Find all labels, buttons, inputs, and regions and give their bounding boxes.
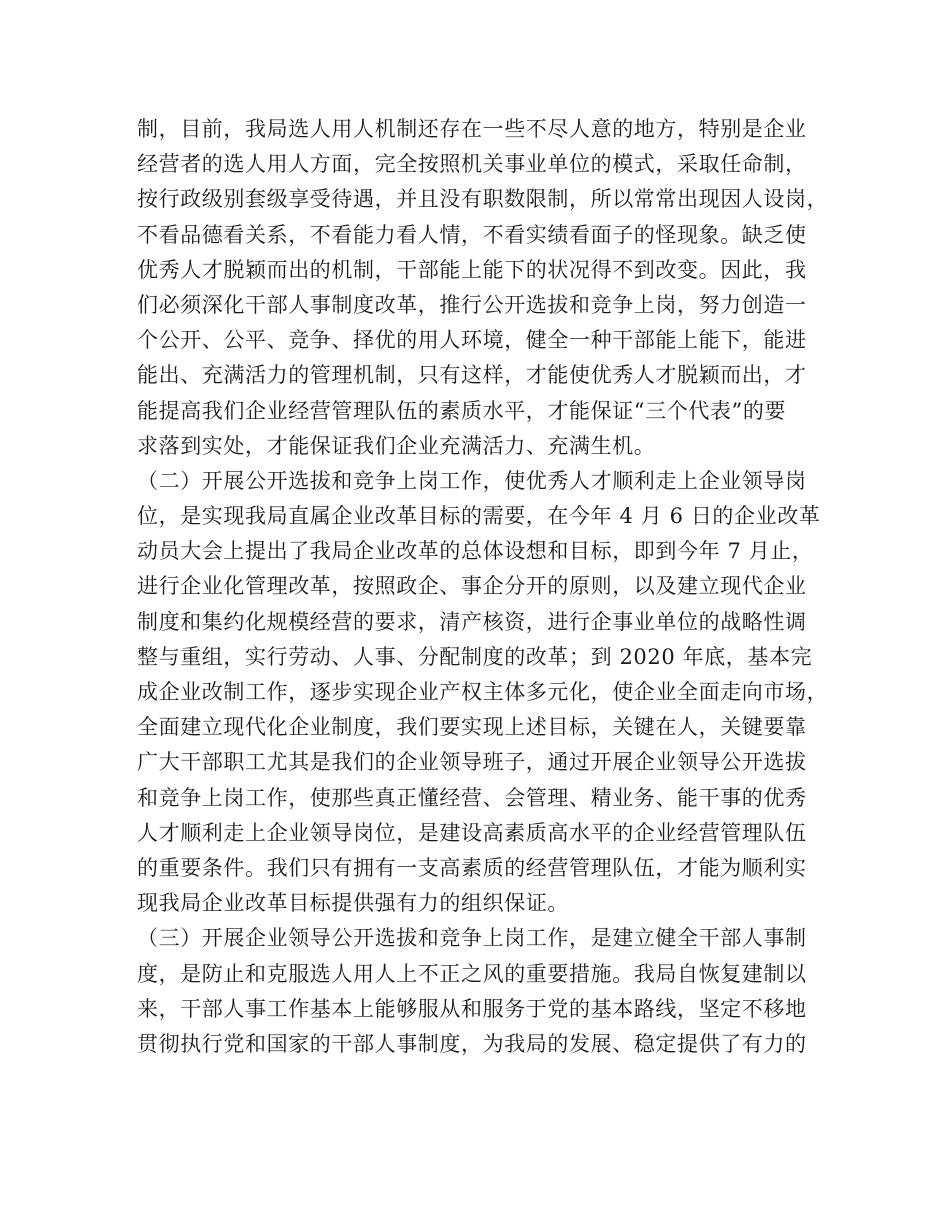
text-line: 贯彻执行党和国家的干部人事制度，为我局的发展、稳定提供了有力的 — [137, 1031, 807, 1056]
text-line: （二）开展公开选拔和竞争上岗工作，使优秀人才顺利走上企业领导岗 — [137, 468, 807, 493]
text-line: 制，目前，我局选人用人机制还存在一些不尽人意的地方，特别是企业 — [137, 117, 807, 141]
text-line: （三）开展企业领导公开选拔和竞争上岗工作，是建立健全干部人事制 — [137, 926, 807, 951]
text-line: 个公开、公平、竞争、择优的用人环境，健全一种干部能上能下，能进 — [137, 328, 807, 353]
text-line: 和竞争上岗工作，使那些真正懂经营、会管理、精业务、能干事的优秀 — [137, 785, 807, 810]
text-line: 求落到实处，才能保证我们企业充满活力、充满生机。 — [137, 433, 656, 458]
text-line: 来，干部人事工作基本上能够服从和服务于党的基本路线，坚定不移地 — [137, 996, 807, 1021]
text-line: 位，是实现我局直属企业改革目标的需要，在今年 4 月 6 日的企业改革 — [137, 504, 821, 529]
text-line: 按行政级别套级享受待遇，并且没有职数限制，所以常常出现因人设岗， — [137, 187, 829, 212]
text-line: 人才顺利走上企业领导岗位，是建设高素质高水平的企业经营管理队伍 — [137, 820, 807, 845]
text-line: 整与重组，实行劳动、人事、分配制度的改革；到 2020 年底，基本完 — [137, 644, 813, 669]
text-line: 进行企业化管理改革，按照政企、事企分开的原则，以及建立现代企业 — [137, 574, 807, 599]
body-text — [137, 112, 827, 1062]
text-line: 能提高我们企业经营管理队伍的素质水平，才能保证“三个代表”的要 — [137, 398, 787, 423]
text-line: 现我局企业改革目标提供强有力的组织保证。 — [137, 891, 569, 916]
text-line: 们必须深化干部人事制度改革，推行公开选拔和竞争上岗，努力创造一 — [137, 292, 807, 317]
text-line: 广大干部职工尤其是我们的企业领导班子，通过开展企业领导公开选拔 — [137, 750, 807, 775]
text-line: 的重要条件。我们只有拥有一支高素质的经营管理队伍，才能为顺利实 — [137, 855, 807, 880]
text-line: 经营者的选人用人方面，完全按照机关事业单位的模式，采取任命制， — [137, 152, 807, 177]
text-line: 能出、充满活力的管理机制，只有这样，才能使优秀人才脱颖而出，才 — [137, 363, 807, 388]
text-line: 制度和集约化规模经营的要求，清产核资，进行企事业单位的战略性调 — [137, 609, 807, 634]
text-line: 不看品德看关系，不看能力看人情，不看实绩看面子的怪现象。缺乏使 — [137, 222, 807, 247]
text-line: 度，是防止和克服选人用人上不正之风的重要措施。我局自恢复建制以 — [137, 961, 807, 986]
text-line: 优秀人才脱颖而出的机制，干部能上能下的状况得不到改变。因此，我 — [137, 257, 807, 282]
text-line: 全面建立现代化企业制度，我们要实现上述目标，关键在人，关键要靠 — [137, 715, 807, 740]
text-line: 动员大会上提出了我局企业改革的总体设想和目标，即到今年 7 月止， — [137, 539, 814, 564]
text-line: 成企业改制工作，逐步实现企业产权主体多元化，使企业全面走向市场， — [137, 680, 829, 704]
